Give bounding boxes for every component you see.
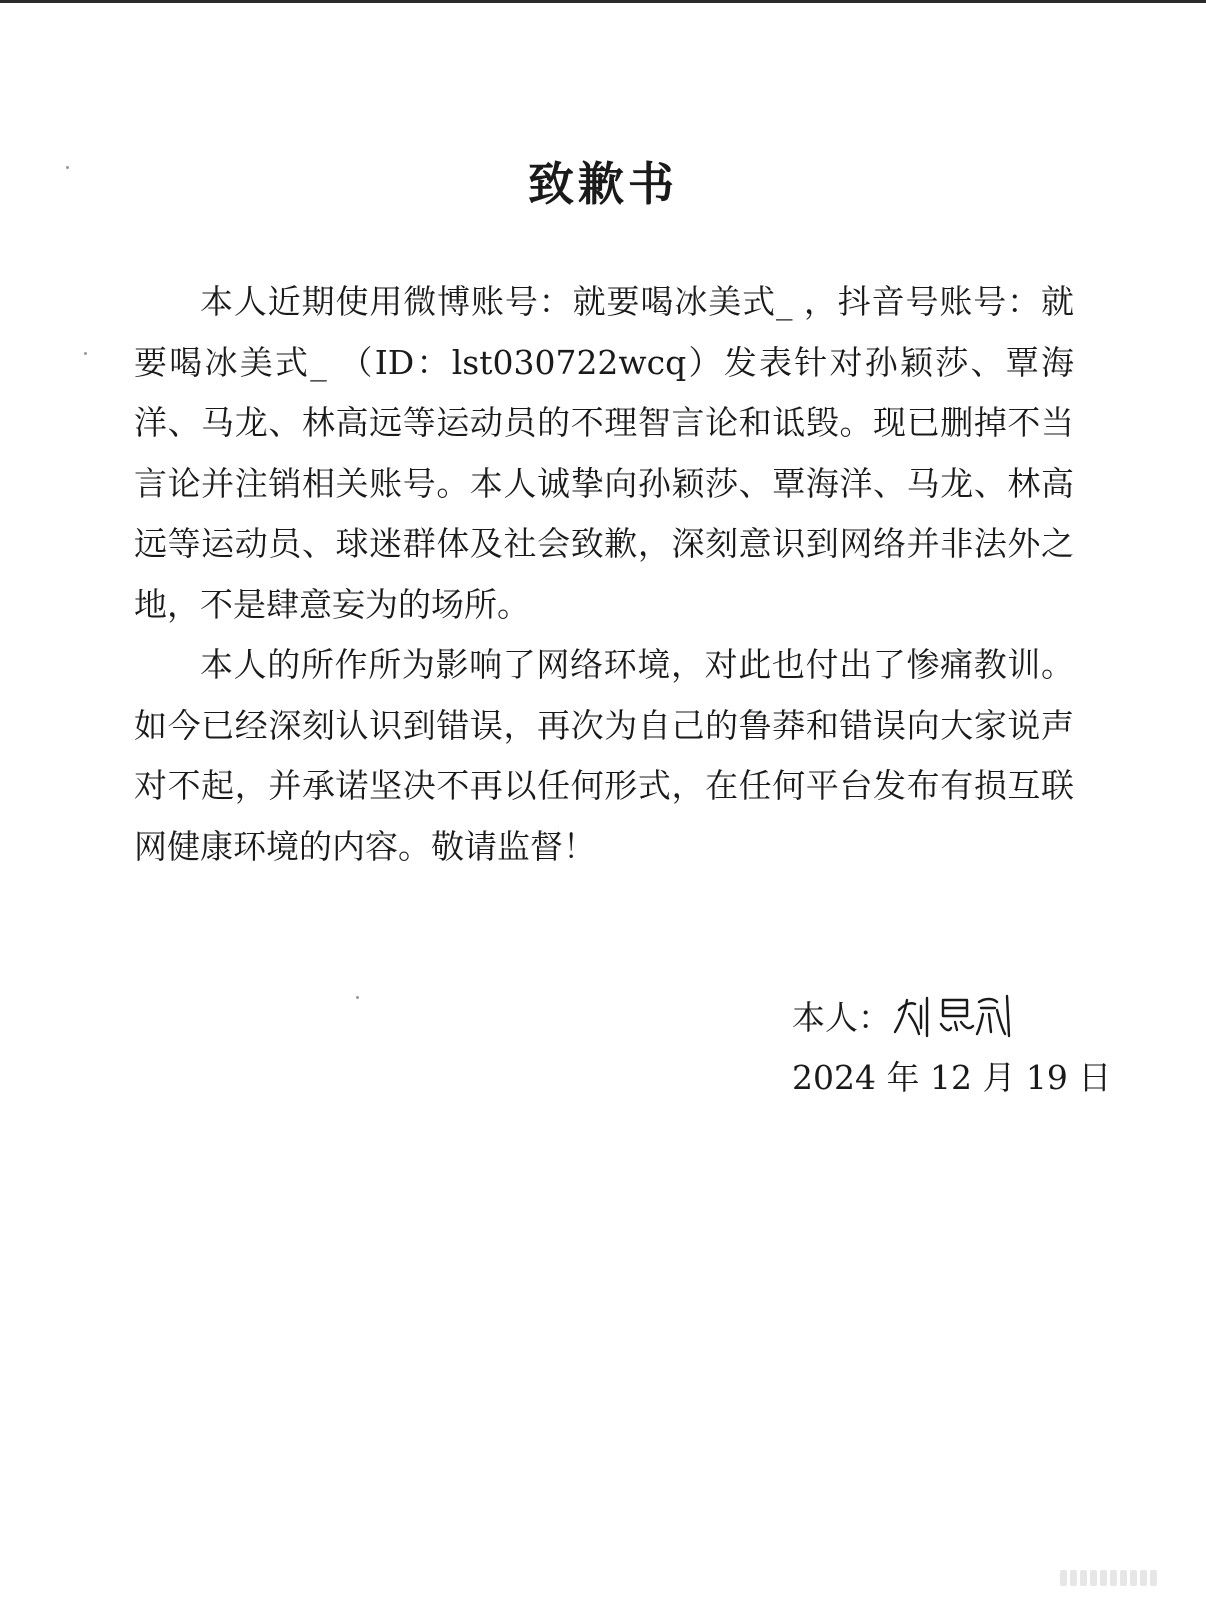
handwritten-signature [893,990,1023,1040]
document-title: 致歉书 [528,157,678,211]
scan-speck [66,166,69,169]
signature-label: 本人： [792,997,891,1037]
scan-top-edge [0,0,1206,3]
signature-date: 2024 年 12 月 19 日 [792,1058,1112,1097]
scan-speck [84,352,87,355]
scan-speck [356,996,359,999]
document-body [134,272,1074,877]
body-paragraph-2: 本人的所作所为影响了网络环境，对此也付出了惨痛教训。如今已经深刻认识到错误，再次为自己的鲁莽和错误向大家说声对不起，并承诺坚决不再以任何形式，在任何平台发布有损互联网健康环境的内容。敬请监督！ [134,645,1074,866]
body-paragraph-1: 本人近期使用微博账号：就要喝冰美式_ ，抖音号账号：就要喝冰美式_ （ID：lst030722wcq）发表针对孙颖莎、覃海洋、马龙、林高远等运动员的不理智言论和诋毁。现已删掉不当言论并注销相关账号。本人诚挚向孙颖莎、覃海洋、马龙、林高远等运动员、球迷群体及社会致歉，深刻意识到网络并非法外之地，不是肆意妄为的场所。 [134,282,1074,624]
watermark-mark [1060,1568,1180,1588]
signature-block [792,990,1152,1099]
signature-line [792,990,1152,1040]
